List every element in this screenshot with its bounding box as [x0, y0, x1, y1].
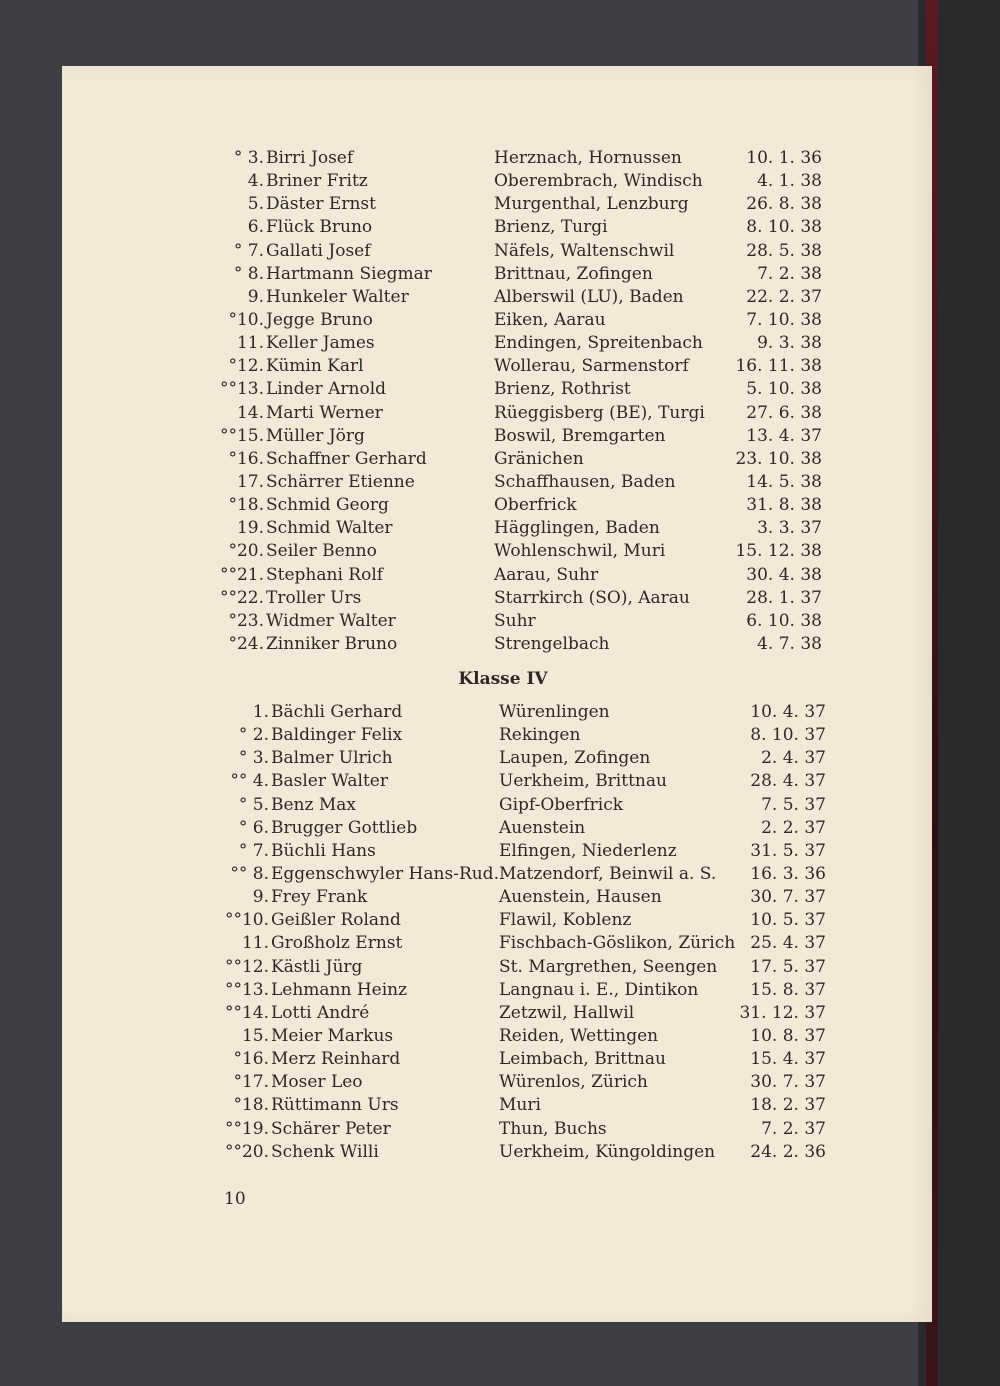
entry-number: °°22.: [219, 587, 264, 608]
birth-date: 30. 4. 38: [746, 564, 822, 585]
birth-date: 8. 10. 38: [746, 217, 822, 238]
birth-date: 2. 4. 37: [761, 748, 826, 769]
list-item: [62, 540, 932, 563]
birth-date: 6. 10. 38: [746, 610, 822, 631]
entry-number: 19.: [236, 518, 264, 539]
student-places: Hägglingen, Baden: [494, 518, 660, 539]
entry-number: °18.: [233, 1095, 269, 1116]
entry-number: °16.: [233, 1049, 269, 1070]
student-name: Frey Frank: [271, 887, 368, 908]
entry-number: ° 7.: [238, 840, 269, 861]
student-name: Briner Fritz: [266, 171, 368, 192]
student-name: Marti Werner: [266, 402, 383, 423]
student-places: Uerkheim, Brittnau: [499, 771, 667, 792]
birth-date: 2. 2. 37: [761, 817, 826, 838]
entry-number: °°13.: [224, 979, 269, 1000]
student-name: Großholz Ernst: [271, 933, 403, 954]
student-name: Linder Arnold: [266, 379, 387, 400]
student-name: Seiler Benno: [266, 541, 377, 562]
birth-date: 15. 12. 38: [735, 541, 822, 562]
student-places: Eiken, Aarau: [494, 309, 606, 330]
entry-number: °23.: [228, 610, 264, 631]
list-item: [62, 1025, 932, 1048]
student-places: Würenlingen: [499, 702, 610, 722]
student-name: Schaffner Gerhard: [266, 448, 427, 469]
student-places: St. Margrethen, Seengen: [499, 956, 718, 977]
student-name: Kümin Karl: [266, 356, 364, 377]
student-name: Merz Reinhard: [271, 1049, 401, 1070]
student-name: Schmid Walter: [266, 518, 393, 539]
student-places: Strengelbach: [494, 633, 610, 654]
student-places: Herznach, Hornussen: [494, 148, 682, 168]
document-page: [62, 66, 932, 1322]
student-places: Brittnau, Zofingen: [494, 263, 653, 284]
list-item: [62, 701, 932, 724]
list-item: [62, 747, 932, 770]
birth-date: 8. 10. 37: [750, 725, 826, 746]
list-item: [62, 610, 932, 633]
student-name: Widmer Walter: [266, 610, 396, 631]
entry-number: 1.: [252, 702, 269, 722]
birth-date: 4. 7. 38: [757, 633, 822, 654]
list-item: [62, 840, 932, 863]
birth-date: 10. 5. 37: [750, 910, 826, 931]
entry-number: 15.: [241, 1025, 269, 1046]
student-places: Schaffhausen, Baden: [494, 471, 676, 492]
list-item: [62, 309, 932, 332]
list-item: [62, 448, 932, 471]
birth-date: 24. 2. 36: [750, 1141, 826, 1162]
list-item: [62, 1118, 932, 1141]
birth-date: 25. 4. 37: [750, 933, 826, 954]
student-places: Näfels, Waltenschwil: [494, 240, 675, 261]
student-places: Langnau i. E., Dintikon: [499, 979, 699, 1000]
student-name: Schenk Willi: [271, 1141, 379, 1162]
birth-date: 31. 12. 37: [739, 1002, 826, 1023]
list-item: [62, 979, 932, 1002]
list-item: [62, 494, 932, 517]
birth-date: 22. 2. 37: [746, 286, 822, 307]
student-places: Brienz, Turgi: [494, 217, 608, 238]
student-places: Oberfrick: [494, 495, 577, 516]
birth-date: 5. 10. 38: [746, 379, 822, 400]
birth-date: 14. 5. 38: [746, 471, 822, 492]
class-heading: Klasse IV: [458, 669, 548, 689]
student-list-section-2: [62, 701, 932, 1164]
student-name: Hunkeler Walter: [266, 286, 409, 307]
student-name: Flück Bruno: [266, 217, 373, 238]
student-name: Basler Walter: [271, 771, 388, 792]
student-name: Baldinger Felix: [271, 725, 403, 746]
birth-date: 7. 5. 37: [761, 794, 826, 815]
entry-number: °18.: [228, 495, 264, 516]
student-name: Gallati Josef: [266, 240, 371, 261]
student-name: Birri Josef: [266, 148, 354, 168]
entry-number: ° 2.: [238, 725, 269, 746]
entry-number: 9.: [247, 286, 264, 307]
student-places: Muri: [499, 1095, 541, 1116]
entry-number: °° 8.: [230, 863, 269, 884]
entry-number: 11.: [241, 933, 269, 954]
birth-date: 16. 3. 36: [750, 863, 826, 884]
list-item: [62, 471, 932, 494]
student-places: Würenlos, Zürich: [499, 1072, 648, 1093]
student-name: Keller James: [266, 333, 375, 354]
student-places: Gipf-Oberfrick: [499, 794, 624, 815]
list-item: [62, 1048, 932, 1071]
entry-number: °20.: [228, 541, 264, 562]
birth-date: 18. 2. 37: [750, 1095, 826, 1116]
birth-date: 7. 2. 37: [761, 1118, 826, 1139]
student-name: Jegge Bruno: [266, 309, 373, 330]
student-name: Stephani Rolf: [266, 564, 384, 585]
birth-date: 4. 1. 38: [757, 171, 822, 192]
student-name: Moser Leo: [271, 1072, 363, 1093]
student-places: Thun, Buchs: [499, 1118, 607, 1139]
student-name: Meier Markus: [271, 1025, 394, 1046]
entry-number: ° 3.: [238, 748, 269, 769]
entry-number: °24.: [228, 633, 264, 654]
entry-number: 14.: [236, 402, 264, 423]
student-places: Fischbach-Göslikon, Zürich: [499, 933, 736, 954]
student-places: Brienz, Rothrist: [494, 379, 631, 400]
student-name: Zinniker Bruno: [266, 633, 398, 654]
list-item: [62, 633, 932, 656]
birth-date: 7. 10. 38: [746, 309, 822, 330]
entry-number: °°14.: [224, 1002, 269, 1023]
entry-number: ° 6.: [238, 817, 269, 838]
student-places: Uerkheim, Küngoldingen: [499, 1141, 716, 1162]
student-places: Gränichen: [494, 448, 584, 469]
student-places: Auenstein: [499, 817, 586, 838]
list-item: [62, 587, 932, 610]
student-places: Reiden, Wettingen: [499, 1025, 659, 1046]
list-item: [62, 932, 932, 955]
student-places: Boswil, Bremgarten: [494, 425, 666, 446]
list-item: [62, 147, 932, 170]
student-places: Rekingen: [499, 725, 581, 746]
student-places: Matzendorf, Beinwil a. S.: [499, 863, 717, 884]
list-item: [62, 1094, 932, 1117]
entry-number: ° 7.: [233, 240, 264, 261]
list-item: [62, 332, 932, 355]
student-places: Zetzwil, Hallwil: [499, 1002, 635, 1023]
student-places: Wohlenschwil, Muri: [494, 541, 666, 562]
entry-number: °°10.: [224, 910, 269, 931]
student-name: Büchli Hans: [271, 840, 376, 861]
entry-number: 11.: [236, 333, 264, 354]
student-places: Flawil, Koblenz: [499, 910, 632, 931]
birth-date: 31. 5. 37: [750, 840, 826, 861]
list-item: [62, 378, 932, 401]
student-name: Eggenschwyler Hans-Rud.: [271, 863, 499, 884]
student-places: Endingen, Spreitenbach: [494, 333, 703, 354]
entry-number: 5.: [247, 194, 264, 215]
birth-date: 30. 7. 37: [750, 887, 826, 908]
student-places: Murgenthal, Lenzburg: [494, 194, 689, 215]
list-item: [62, 1071, 932, 1094]
list-item: [62, 909, 932, 932]
entry-number: °°13.: [219, 379, 264, 400]
entry-number: °°12.: [224, 956, 269, 977]
birth-date: 13. 4. 37: [746, 425, 822, 446]
entry-number: °°15.: [219, 425, 264, 446]
entry-number: °12.: [228, 356, 264, 377]
birth-date: 10. 8. 37: [750, 1025, 826, 1046]
birth-date: 27. 6. 38: [746, 402, 822, 423]
student-name: Balmer Ulrich: [271, 748, 393, 769]
student-name: Troller Urs: [266, 587, 362, 608]
birth-date: 9. 3. 38: [757, 333, 822, 354]
student-name: Lehmann Heinz: [271, 979, 408, 1000]
birth-date: 31. 8. 38: [746, 495, 822, 516]
entry-number: °° 4.: [230, 771, 269, 792]
birth-date: 30. 7. 37: [750, 1072, 826, 1093]
student-places: Wollerau, Sarmenstorf: [494, 356, 689, 377]
student-places: Oberembrach, Windisch: [494, 171, 703, 192]
student-name: Brugger Gottlieb: [271, 817, 418, 838]
entry-number: 17.: [236, 471, 264, 492]
list-item: [62, 517, 932, 540]
list-item: [62, 1002, 932, 1025]
student-name: Geißler Roland: [271, 910, 401, 931]
birth-date: 26. 8. 38: [746, 194, 822, 215]
birth-date: 15. 8. 37: [750, 979, 826, 1000]
student-places: Elfingen, Niederlenz: [499, 840, 677, 861]
list-item: [62, 355, 932, 378]
student-places: Leimbach, Brittnau: [499, 1049, 666, 1070]
list-item: [62, 170, 932, 193]
student-name: Lotti André: [271, 1002, 370, 1023]
student-places: Aarau, Suhr: [494, 564, 599, 585]
birth-date: 10. 4. 37: [750, 702, 826, 722]
student-name: Schärrer Etienne: [266, 471, 415, 492]
birth-date: 7. 2. 38: [757, 263, 822, 284]
list-item: [62, 886, 932, 909]
list-item: [62, 564, 932, 587]
list-item: [62, 425, 932, 448]
page-number: 10: [224, 1189, 246, 1209]
birth-date: 16. 11. 38: [735, 356, 822, 377]
entry-number: 4.: [247, 171, 264, 192]
entry-number: 6.: [247, 217, 264, 238]
student-places: Laupen, Zofingen: [499, 748, 651, 769]
birth-date: 3. 3. 37: [757, 518, 822, 539]
entry-number: °°19.: [224, 1118, 269, 1139]
entry-number: °16.: [228, 448, 264, 469]
birth-date: 10. 1. 36: [746, 148, 822, 168]
entry-number: 9.: [252, 887, 269, 908]
student-name: Müller Jörg: [266, 425, 365, 446]
student-places: Rüeggisberg (BE), Turgi: [494, 402, 705, 423]
list-item: [62, 216, 932, 239]
birth-date: 28. 1. 37: [746, 587, 822, 608]
student-name: Schärer Peter: [271, 1118, 391, 1139]
student-name: Rüttimann Urs: [271, 1095, 399, 1116]
student-places: Suhr: [494, 610, 536, 631]
birth-date: 15. 4. 37: [750, 1049, 826, 1070]
student-name: Hartmann Siegmar: [266, 263, 432, 284]
list-item: [62, 402, 932, 425]
birth-date: 17. 5. 37: [750, 956, 826, 977]
birth-date: 28. 5. 38: [746, 240, 822, 261]
entry-number: °17.: [233, 1072, 269, 1093]
list-item: [62, 724, 932, 747]
list-item: [62, 817, 932, 840]
entry-number: °10.: [228, 309, 264, 330]
student-places: Auenstein, Hausen: [499, 887, 662, 908]
list-item: [62, 956, 932, 979]
list-item: [62, 193, 932, 216]
student-name: Bächli Gerhard: [271, 702, 403, 722]
student-name: Schmid Georg: [266, 495, 389, 516]
list-item: [62, 794, 932, 817]
list-item: [62, 240, 932, 263]
birth-date: 28. 4. 37: [750, 771, 826, 792]
list-item: [62, 286, 932, 309]
student-name: Däster Ernst: [266, 194, 376, 215]
list-item: [62, 770, 932, 793]
student-list-section-1: [62, 147, 932, 656]
student-places: Starrkirch (SO), Aarau: [494, 587, 690, 608]
birth-date: 23. 10. 38: [735, 448, 822, 469]
student-places: Alberswil (LU), Baden: [494, 286, 684, 307]
student-name: Benz Max: [271, 794, 356, 815]
list-item: [62, 1141, 932, 1164]
entry-number: °°20.: [224, 1141, 269, 1162]
student-name: Kästli Jürg: [271, 956, 363, 977]
entry-number: °°21.: [219, 564, 264, 585]
list-item: [62, 263, 932, 286]
entry-number: ° 8.: [233, 263, 264, 284]
entry-number: ° 5.: [238, 794, 269, 815]
list-item: [62, 863, 932, 886]
entry-number: ° 3.: [233, 148, 264, 168]
